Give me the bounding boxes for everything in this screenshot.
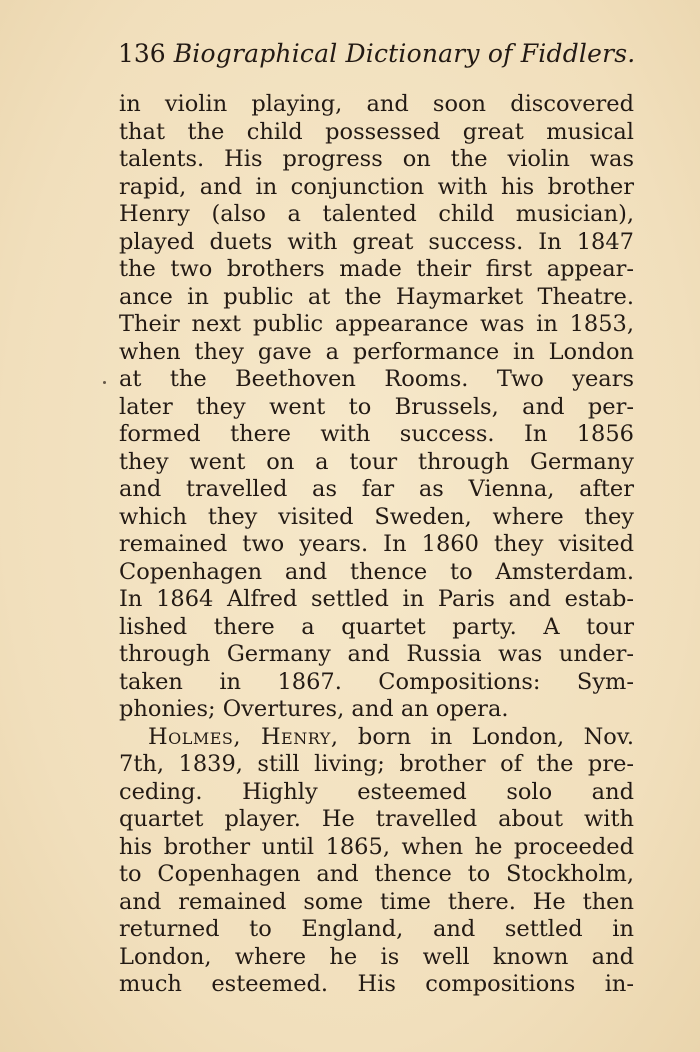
text-line: his brother until 1865, when he proceeded [119, 833, 634, 860]
text-line: they went on a tour through Germany [119, 448, 634, 475]
entry-name: Holmes, Henry, [148, 723, 339, 750]
margin-mark [103, 381, 106, 384]
text-line: when they gave a performance in London [119, 338, 634, 365]
text-line: played duets with great success. In 1847 [119, 228, 634, 255]
text-line: in violin playing, and soon discovered [119, 91, 634, 117]
text-line: through Germany and Russia was under- [119, 641, 634, 667]
text-line: at the Beethoven Rooms. Two years [119, 366, 634, 392]
text-line: later they went to Brussels, and per- [119, 393, 634, 420]
text-line: London, where he is well known and [119, 943, 634, 970]
text-line: much esteemed. His compositions in- [119, 971, 634, 997]
text-line: returned to England, and settled in [119, 916, 634, 942]
text-line: formed there with success. In 1856 [119, 421, 634, 447]
text-line: ance in public at the Haymarket Theatre. [119, 283, 634, 310]
text-line: that the child possessed great musical [119, 118, 634, 145]
text-line: Henry (also a talented child musician), [119, 201, 634, 227]
text-line: which they visited Sweden, where they [119, 503, 634, 530]
entry-first-line: born in London, Nov. [338, 723, 634, 750]
running-head-title: Biographical Dictionary of Fiddlers. [173, 39, 636, 68]
text-line: In 1864 Alfred settled in Paris and estab- [119, 586, 634, 612]
text-line: Copenhagen and thence to Amsterdam. [119, 558, 634, 585]
text-line: lished there a quartet party. A tour [119, 613, 634, 640]
text-line: and remained some time there. He then [119, 888, 634, 915]
text-line: to Copenhagen and thence to Stockholm, [119, 861, 634, 887]
text-line: Their next public appearance was in 1853, [119, 311, 634, 337]
text-line: and travelled as far as Vienna, after [119, 476, 634, 502]
text-line: remained two years. In 1860 they visited [119, 531, 634, 557]
text-line: 7th, 1839, still living; brother of the pre- [119, 751, 634, 777]
text-line: rapid, and in conjunction with his brother [119, 173, 634, 200]
entry-heading-line [119, 724, 634, 752]
text-line: taken in 1867. Compositions: Sym- [119, 668, 634, 695]
text-line: quartet player. He travelled about with [119, 806, 634, 832]
text-line: the two brothers made their first appear- [119, 256, 634, 282]
body-text [119, 91, 634, 999]
running-head [118, 38, 635, 70]
page-number: 136 [118, 39, 166, 68]
text-line: ceding. Highly esteemed solo and [119, 778, 634, 805]
text-line: talents. His progress on the violin was [119, 146, 634, 172]
text-line: phonies; Overtures, and an opera. [119, 696, 509, 722]
